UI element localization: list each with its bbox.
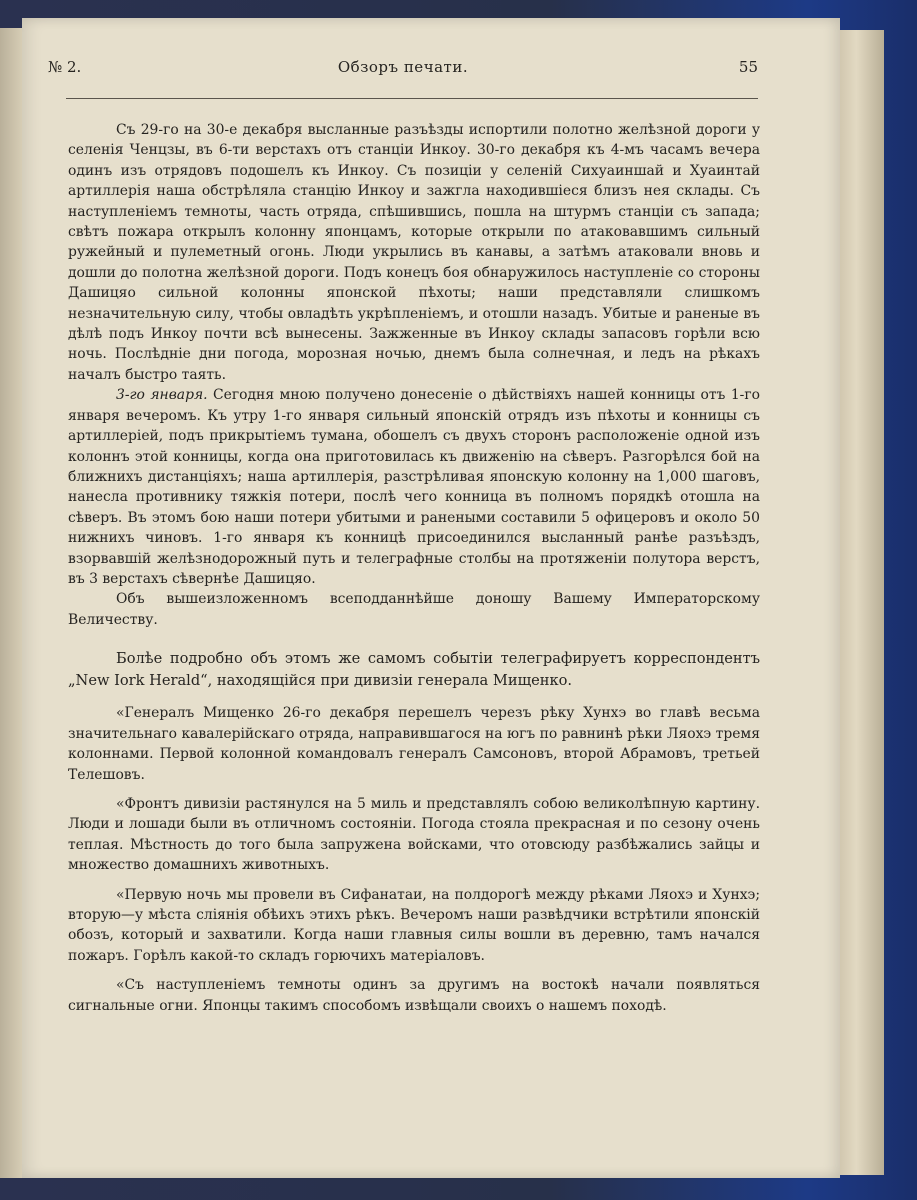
running-header xyxy=(48,58,758,84)
issue-number: № 2. xyxy=(48,58,82,76)
paragraph-8: «Съ наступленіемъ темноты одинъ за другимъ на востокѣ начали появляться сигнальные огни. Японцы такимъ способомъ извѣщали своихъ о нашемъ походѣ. xyxy=(68,977,760,1014)
previous-page-edge xyxy=(0,28,22,1178)
paragraph-4: Болѣе подробно объ этомъ же самомъ событіи телеграфируетъ корреспондентъ „New Iork Herald“, находящійся при дивизіи генерала Мищенко. xyxy=(68,650,760,689)
paragraph-7: «Первую ночь мы провели въ Сифанатаи, на полдорогѣ между рѣками Ляохэ и Хунхэ; вторую—у мѣста слiянія обѣихъ этихъ рѣкъ. Вечеромъ наши развѣдчики встрѣтили японскій обозъ, который и захватили. Когда наши главныя силы вошли въ деревню, тамъ начался пожаръ. Горѣлъ какой-то складъ горючихъ матеріаловъ. xyxy=(68,886,760,964)
page-number: 55 xyxy=(738,58,758,76)
header-rule xyxy=(66,98,758,99)
page-stack-edge xyxy=(838,30,884,1175)
article-body xyxy=(68,120,760,1016)
paragraph-6: «Фронтъ дивизіи растянулся на 5 миль и представлялъ собою великолѣпную картину. Люди и лошади были въ отличномъ состояніи. Погода стояла прекрасная и по сезону очень теплая. Мѣстность до того была запружена войсками, что отовсюду разбѣжались зайцы и множество домашнихъ животныхъ. xyxy=(68,795,760,874)
paragraph-2: 3-го января. Сегодня мною получено донесеніе о дѣйствіяхъ нашей конницы отъ 1-го января вечеромъ. Къ утру 1-го января сильный японскій отрядъ изъ пѣхоты и конницы съ артиллеріей, подъ прикрытіемъ тумана, обошелъ съ двухъ сторонъ расположеніе одной изъ колоннъ этой конницы, когда она приготовилась къ движенію на сѣверъ. Разгорѣлся бой на ближнихъ дистанціяхъ; наша артиллерія, разстрѣливая японскую колонну на 1,000 шаговъ, нанесла противнику тяжкія потери, послѣ чего конница въ полномъ порядкѣ отошла на сѣверъ. Въ этомъ бою наши потери убитыми и ранеными составили 5 офицеровъ и около 50 нижнихъ чиновъ. 1-го января къ конницѣ присоединился высланный ранѣе разъѣздъ, взорвавшій желѣзнодорожный путь и телеграфные столбы на протяженіи полутора верстъ, въ 3 верстахъ сѣвернѣе Дашицяо. xyxy=(68,387,761,587)
date-label: 3-го января. xyxy=(116,387,208,404)
paragraph-3: Объ вышеизложенномъ всеподданнѣйше доношу Вашему Императорскому Величеству. xyxy=(68,591,760,628)
section-title: Обзоръ печати. xyxy=(337,58,469,76)
paragraph-1: Съ 29-го на 30-е декабря высланные разъѣзды испортили полотно желѣзной дороги у селенія Ченцзы, въ 6-ти верстахъ отъ станціи Инкоу. 30-го декабря къ 4-мъ часамъ вечера одинъ изъ отрядовъ подошелъ къ Инкоу. Съ позиціи у селеній Сихуаиншай и Хуаинтай артиллерія наша обстрѣляла станцію Инкоу и зажгла находившіеся близъ нея склады. Съ наступленіемъ темноты, часть отряда, спѣшившись, пошла на штурмъ станціи съ запада; свѣтъ пожара открылъ колонну японцамъ, которые открыли по атаковавшимъ сильный ружейный и пулеметный огонь. Люди укрылись въ канавы, а затѣмъ атаковали вновь и дошли до полотна желѣзной дороги. Подъ конецъ боя обнаружилось наступленіе со стороны Дашицяо сильной колонны японской пѣхоты; наши представляли слишкомъ незначительную силу, чтобы овладѣть укрѣпленіемъ, и отошли назадъ. Убитые и раненые въ дѣлѣ подъ Инкоу почти всѣ вынесены. Зажженные въ Инкоу склады запасовъ горѣли всю ночь. Послѣдніе дни погода, морозная ночью, днемъ была солнечная, и ледъ на рѣкахъ началъ быстро таять. xyxy=(68,122,760,383)
paragraph-5: «Генералъ Мищенко 26-го декабря перешелъ черезъ рѣку Хунхэ во главѣ весьма значительнаго кавалерійскаго отряда, направившагося на югъ по равнинѣ рѣки Ляохэ тремя колоннами. Первой колонной командовалъ генералъ Самсоновъ, второй Абрамовъ, третьей Телешовъ. xyxy=(68,705,760,783)
